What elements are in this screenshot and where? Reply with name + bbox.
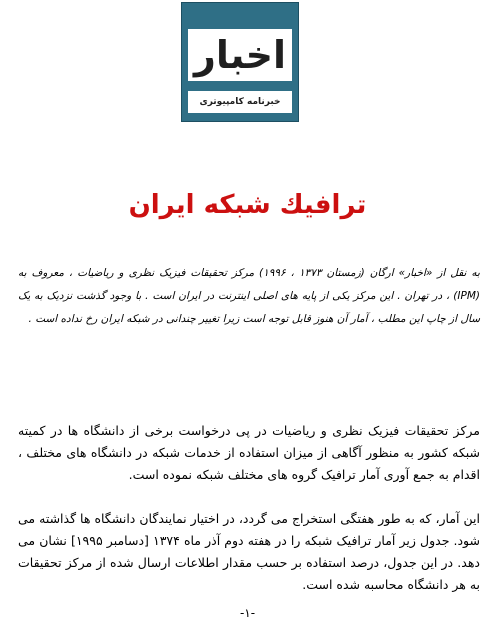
akhbar-logo: [181, 2, 299, 122]
logo-subtitle: خبرنامه کامپیوتری: [188, 91, 292, 113]
body-paragraph-1: مرکز تحقیقات فیزیک نظری و ریاضیات در پی درخواست برخی از دانشگاه ها در کمیته شبکه کشور به منظور آگاهی از میزان استفاده از خدمات شبکه در دانشگاه های مختلف ، اقدام به جمع آوری آمار ترافیک گروه های مختلف شبکه نموده است.: [18, 423, 480, 482]
page-title: ترافیك شبكه ایران: [128, 190, 367, 220]
body-paragraph-2: این آمار، که به طور هفتگی استخراج می گردد، در اختیار نمایندگان دانشگاه ها گذاشته می شود. جدول زیر آمار ترافیک شبکه را در هفته دوم آذر ماه ۱۳۷۴ [دسامبر ۱۹۹۵] نشان می دهد. در این جدول، درصد استفاده بر حسب مقدار اطلاعات ارسال شده از مرکز تحقیقات به هر دانشگاه محاسبه شده است.: [18, 511, 480, 592]
abstract-paragraph: به نقل از «اخبار» ارگان (زمستان ۱۳۷۳ ، ۱۹۹۶) مرکز تحقیقات فیزیک نظری و ریاضیات ، معروف به (IPM) ، در تهران . این مرکز یکی از پایه های اصلی اینترنت در ایران است . با وجود گذشت نزدیک به یک سال از چاپ این مطلب ، آمار آن هنوز قابل توجه است زیرا تغییر چندانی در شبکه ایران رخ نداده است .: [18, 267, 480, 325]
page-number: -۱-: [239, 606, 256, 620]
logo-wordmark: اخبار: [188, 29, 292, 81]
